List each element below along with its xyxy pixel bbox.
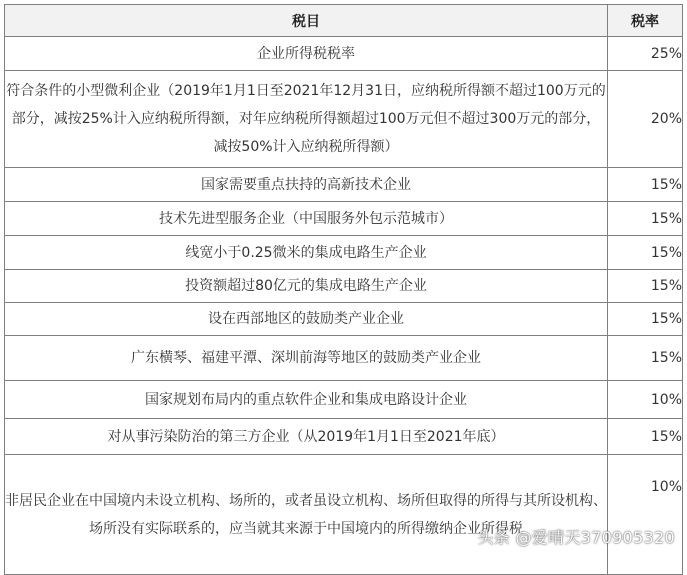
table-row	[5, 336, 683, 381]
table-row	[5, 303, 683, 336]
row-rate: 15%	[608, 202, 683, 236]
header-rate: 税率	[608, 5, 683, 37]
row-rate: 15%	[608, 303, 683, 336]
row-rate: 25%	[608, 37, 683, 71]
row-item: 对从事污染防治的第三方企业（从2019年1月1日至2021年底）	[5, 419, 608, 455]
watermark-text: 头条 @爱晴天370905320	[477, 528, 675, 547]
row-item: 非居民企业在中国境内未设立机构、场所的，或者虽设立机构、场所但取得的所得与其所设机构、场所没有实际联系的，应当就其来源于中国境内的所得缴纳企业所得税	[5, 455, 608, 575]
row-item: 技术先进型服务企业（中国服务外包示范城市）	[5, 202, 608, 236]
table-row	[5, 37, 683, 71]
row-item: 线宽小于0.25微米的集成电路生产企业	[5, 236, 608, 270]
row-rate: 15%	[608, 236, 683, 270]
row-item: 国家需要重点扶持的高新技术企业	[5, 168, 608, 202]
row-item: 广东横琴、福建平潭、深圳前海等地区的鼓励类产业企业	[5, 336, 608, 381]
tax-rate-table	[4, 4, 683, 575]
row-rate: 10%	[608, 455, 683, 575]
row-item: 投资额超过80亿元的集成电路生产企业	[5, 270, 608, 303]
header-item: 税目	[5, 5, 608, 37]
row-rate: 10%	[608, 381, 683, 419]
table-row	[5, 168, 683, 202]
row-rate: 15%	[608, 419, 683, 455]
table-row	[5, 419, 683, 455]
table-row	[5, 236, 683, 270]
table-row	[5, 71, 683, 168]
row-rate: 15%	[608, 168, 683, 202]
table-row	[5, 270, 683, 303]
row-rate: 15%	[608, 336, 683, 381]
row-item: 设在西部地区的鼓励类产业企业	[5, 303, 608, 336]
table-row	[5, 202, 683, 236]
row-item: 国家规划布局内的重点软件企业和集成电路设计企业	[5, 381, 608, 419]
row-rate: 15%	[608, 270, 683, 303]
row-item: 企业所得税税率	[5, 37, 608, 71]
table-row	[5, 381, 683, 419]
table-row	[5, 455, 683, 575]
table-header-row	[5, 5, 683, 37]
row-rate: 20%	[608, 71, 683, 168]
row-item: 符合条件的小型微利企业（2019年1月1日至2021年12月31日，应纳税所得额不超过100万元的部分，减按25%计入应纳税所得额，对年应纳税所得额超过100万元但不超过300万元的部分，减按50%计入应纳税所得额）	[5, 71, 608, 168]
